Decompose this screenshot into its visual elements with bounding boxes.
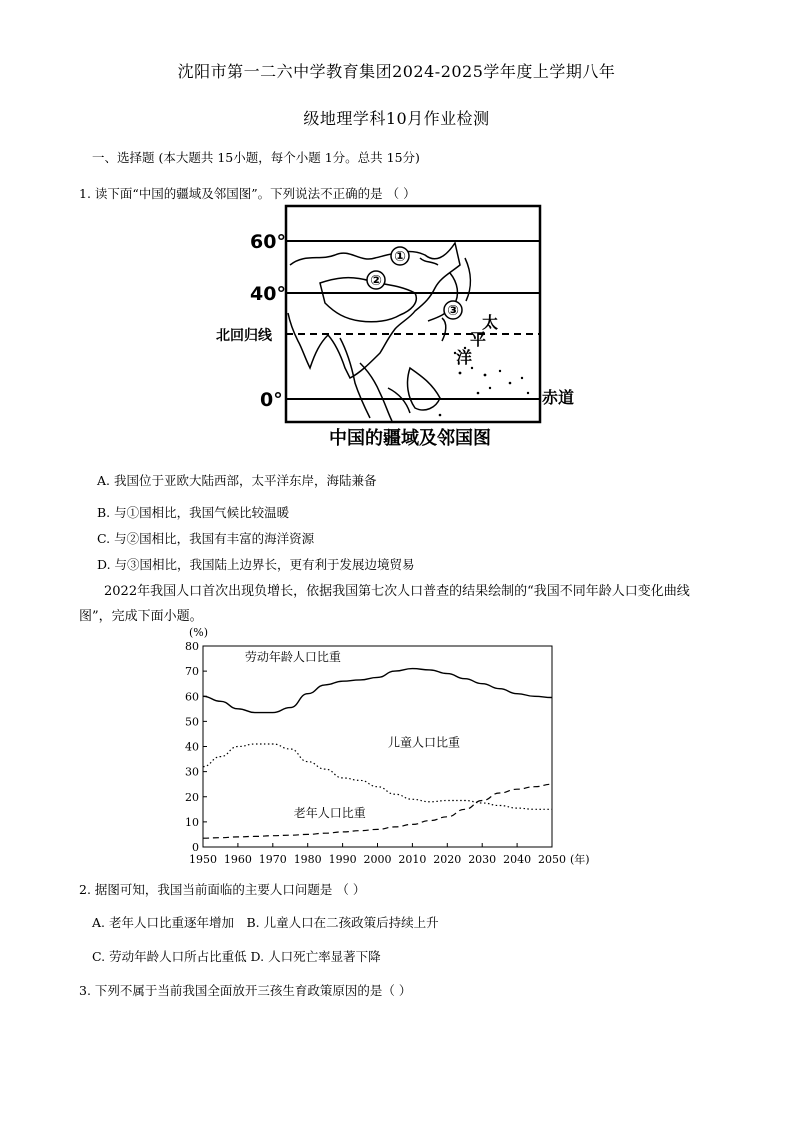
marker-2-label: ② xyxy=(370,273,382,289)
question-1-option-a: A. 我国位于亚欧大陆西部，太平洋东岸，海陆兼备 xyxy=(97,473,377,488)
question-2-options-ab: A. 老年人口比重逐年增加 B. 儿童人口在二孩政策后持续上升 xyxy=(92,915,439,930)
question-3-stem: 3. 下列不属于当前我国全面放开三孩生育政策原因的是（ ） xyxy=(79,983,412,998)
question-1-option-c: C. 与②国相比，我国有丰富的海洋资源 xyxy=(97,531,315,546)
question-2-stem: 2. 据图可知，我国当前面临的主要人口问题是 （ ） xyxy=(79,882,366,897)
x-tick-label-1990: 1990 xyxy=(328,853,357,866)
x-tick-label-2030: 2030 xyxy=(468,853,497,866)
series-line-0 xyxy=(203,669,552,713)
lat-60-label: 60° xyxy=(250,231,286,253)
y-axis-unit-label: (%) xyxy=(189,626,209,639)
marker-1-label: ① xyxy=(394,249,406,265)
ocean-label-ping: 平 xyxy=(470,330,487,349)
y-tick-label-50: 50 xyxy=(185,715,199,729)
x-tick-label-1960: 1960 xyxy=(223,853,252,866)
series-label-2: 老年人口比重 xyxy=(293,805,366,820)
x-tick-label-1970: 1970 xyxy=(258,853,287,866)
x-tick-label-2040: 2040 xyxy=(503,853,532,866)
x-tick-label-2050: 2050 xyxy=(538,853,566,866)
x-tick-label-1980: 1980 xyxy=(293,853,322,866)
y-tick-label-0: 0 xyxy=(192,841,199,854)
tropic-label: 北回归线 xyxy=(216,328,272,344)
series-label-1: 儿童人口比重 xyxy=(387,735,460,750)
series-line-1 xyxy=(203,744,552,809)
series-label-0: 劳动年龄人口比重 xyxy=(244,650,341,665)
x-tick-label-2000: 2000 xyxy=(363,853,392,866)
ocean-label-tai: 太 xyxy=(482,313,499,332)
x-tick-label-2010: 2010 xyxy=(398,853,427,866)
passage-intro-line2: 图”，完成下面小题。 xyxy=(79,609,203,624)
y-tick-label-20: 20 xyxy=(185,790,199,804)
x-axis-unit-label: (年) xyxy=(570,853,590,866)
question-1-option-d: D. 与③国相比，我国陆上边界长，更有利于发展边境贸易 xyxy=(97,557,415,572)
lat-0-label: 0° xyxy=(260,389,283,411)
y-tick-label-10: 10 xyxy=(185,815,199,829)
question-1-option-b: B. 与①国相比，我国气候比较温暖 xyxy=(97,505,290,520)
y-tick-label-70: 70 xyxy=(185,665,199,679)
x-tick-label-1950: 1950 xyxy=(189,853,217,866)
passage-intro-line1: 2022年我国人口首次出现负增长，依据我国第七次人口普查的结果绘制的“我国不同年龄人口变化曲线 xyxy=(104,584,690,599)
section-heading: 一、选择题 (本大题共 15小题，每个小题 1分。总共 15分) xyxy=(92,150,420,165)
china-territory-map xyxy=(210,203,585,450)
y-tick-label-40: 40 xyxy=(185,740,199,754)
marker-3-label: ③ xyxy=(447,303,459,319)
y-tick-label-80: 80 xyxy=(185,640,199,653)
y-tick-label-60: 60 xyxy=(185,690,199,704)
document-title-line2: 级地理学科10月作业检测 xyxy=(303,109,490,128)
series-line-2 xyxy=(203,784,552,838)
ocean-label-yang: 洋 xyxy=(456,348,473,367)
y-tick-label-30: 30 xyxy=(185,765,199,779)
question-1-stem: 1. 读下面“中国的疆域及邻国图”。下列说法不正确的是 （ ） xyxy=(79,186,416,201)
question-2-options-cd: C. 劳动年龄人口所占比重低 D. 人口死亡率显著下降 xyxy=(92,949,381,964)
lat-40-label: 40° xyxy=(250,283,286,305)
equator-label: 赤道 xyxy=(542,388,575,407)
population-age-chart xyxy=(175,620,615,870)
map-caption: 中国的疆域及邻国图 xyxy=(329,428,491,449)
document-title-line1: 沈阳市第一二六中学教育集团2024-2025学年度上学期八年 xyxy=(177,62,616,81)
x-tick-label-2020: 2020 xyxy=(433,853,462,866)
chart-plot-frame xyxy=(203,646,552,847)
